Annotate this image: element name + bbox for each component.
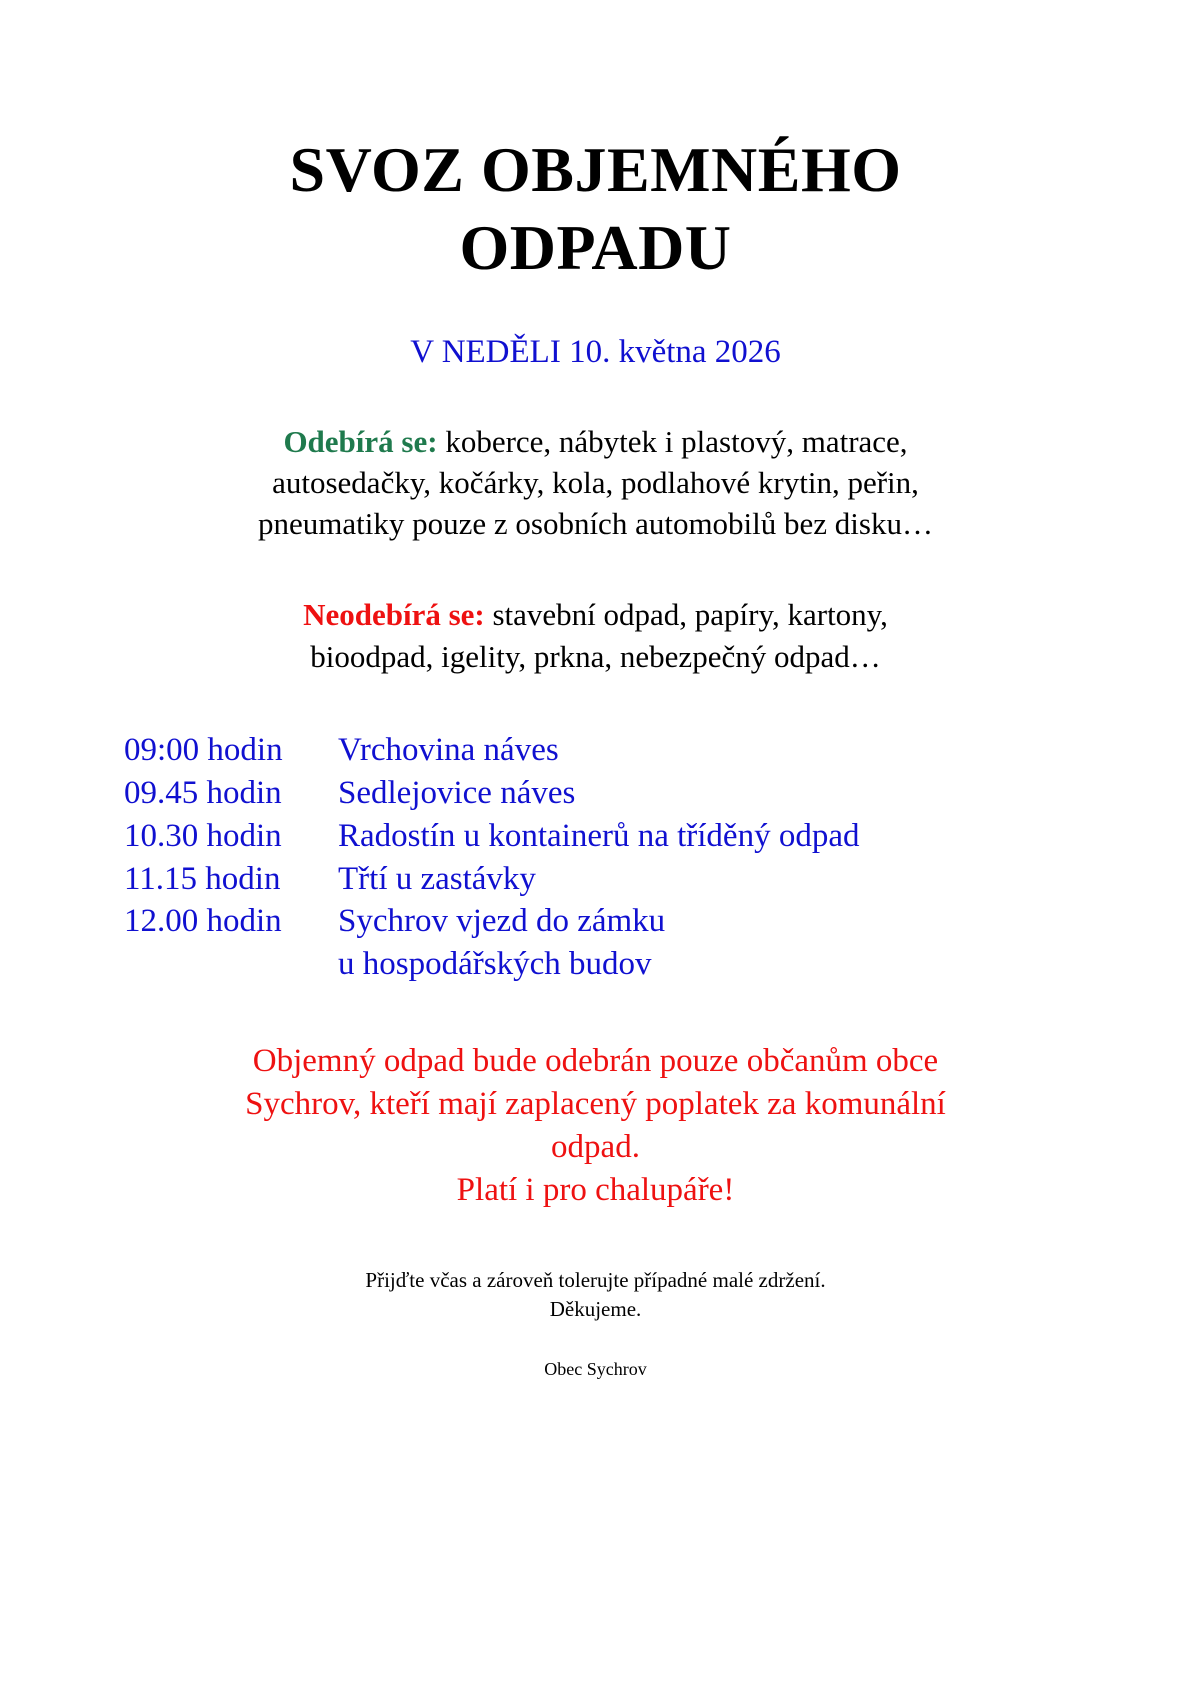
issuer-signature: Obec Sychrov [544, 1358, 647, 1379]
schedule-place: Třtí u zastávky [338, 860, 536, 897]
footer-note-line-1: Přijďte včas a zároveň tolerujte případné malé zdržení. [365, 1267, 826, 1292]
schedule-row [124, 815, 1099, 858]
eligibility-notice-line-2: Sychrov, kteří mají zaplacený poplatek za komunální [245, 1086, 946, 1123]
accepted-items-line-1 [92, 421, 1099, 462]
schedule-place: Sychrov vjezd do zámku [338, 903, 666, 940]
schedule-time: 09:00 hodin [124, 731, 283, 768]
collection-schedule [124, 729, 1099, 986]
footer-note-line-2: Děkujeme. [549, 1297, 642, 1322]
accepted-label: Odebírá se: [283, 423, 438, 459]
schedule-time: 11.15 hodin [124, 860, 281, 897]
eligibility-notice-line-4: Platí i pro chalupáře! [456, 1171, 735, 1208]
schedule-continuation-row [124, 943, 1099, 986]
schedule-continuation-place: u hospodářských budov [338, 946, 652, 983]
schedule-place: Radostín u kontainerů na tříděný odpad [338, 817, 860, 854]
schedule-row [124, 772, 1099, 815]
schedule-time: 10.30 hodin [124, 817, 282, 854]
schedule-place: Vrchovina náves [338, 731, 559, 768]
accepted-items-line-1-text: koberce, nábytek i plastový, matrace, [437, 423, 908, 459]
eligibility-notice [92, 1040, 1099, 1212]
footer-note [92, 1266, 1099, 1325]
accepted-items-line-3: pneumatiky pouze z osobních automobilů bez disku… [258, 506, 933, 542]
page-title-line-1: SVOZ OBJEMNÉHO [289, 134, 902, 205]
schedule-time: 09.45 hodin [124, 774, 282, 811]
page-title [92, 0, 1099, 287]
collection-date: V NEDĚLI 10. května 2026 [410, 334, 781, 371]
schedule-row [124, 729, 1099, 772]
schedule-place: Sedlejovice náves [338, 774, 576, 811]
schedule-row [124, 858, 1099, 901]
schedule-time: 12.00 hodin [124, 903, 282, 940]
schedule-row [124, 900, 1099, 943]
page-title-line-2: ODPADU [459, 212, 732, 284]
rejected-label: Neodebírá se: [303, 597, 485, 633]
rejected-items-line-1 [92, 594, 1099, 635]
rejected-items-block [92, 594, 1099, 676]
eligibility-notice-line-3: odpad. [551, 1128, 640, 1165]
rejected-items-line-1-text: stavební odpad, papíry, kartony, [484, 597, 888, 633]
accepted-items-block [92, 421, 1099, 545]
accepted-items-line-2: autosedačky, kočárky, kola, podlahové krytin, peřin, [272, 464, 919, 500]
rejected-items-line-2: bioodpad, igelity, prkna, nebezpečný odpad… [310, 638, 881, 674]
eligibility-notice-line-1: Objemný odpad bude odebrán pouze občanům obce [252, 1043, 939, 1080]
